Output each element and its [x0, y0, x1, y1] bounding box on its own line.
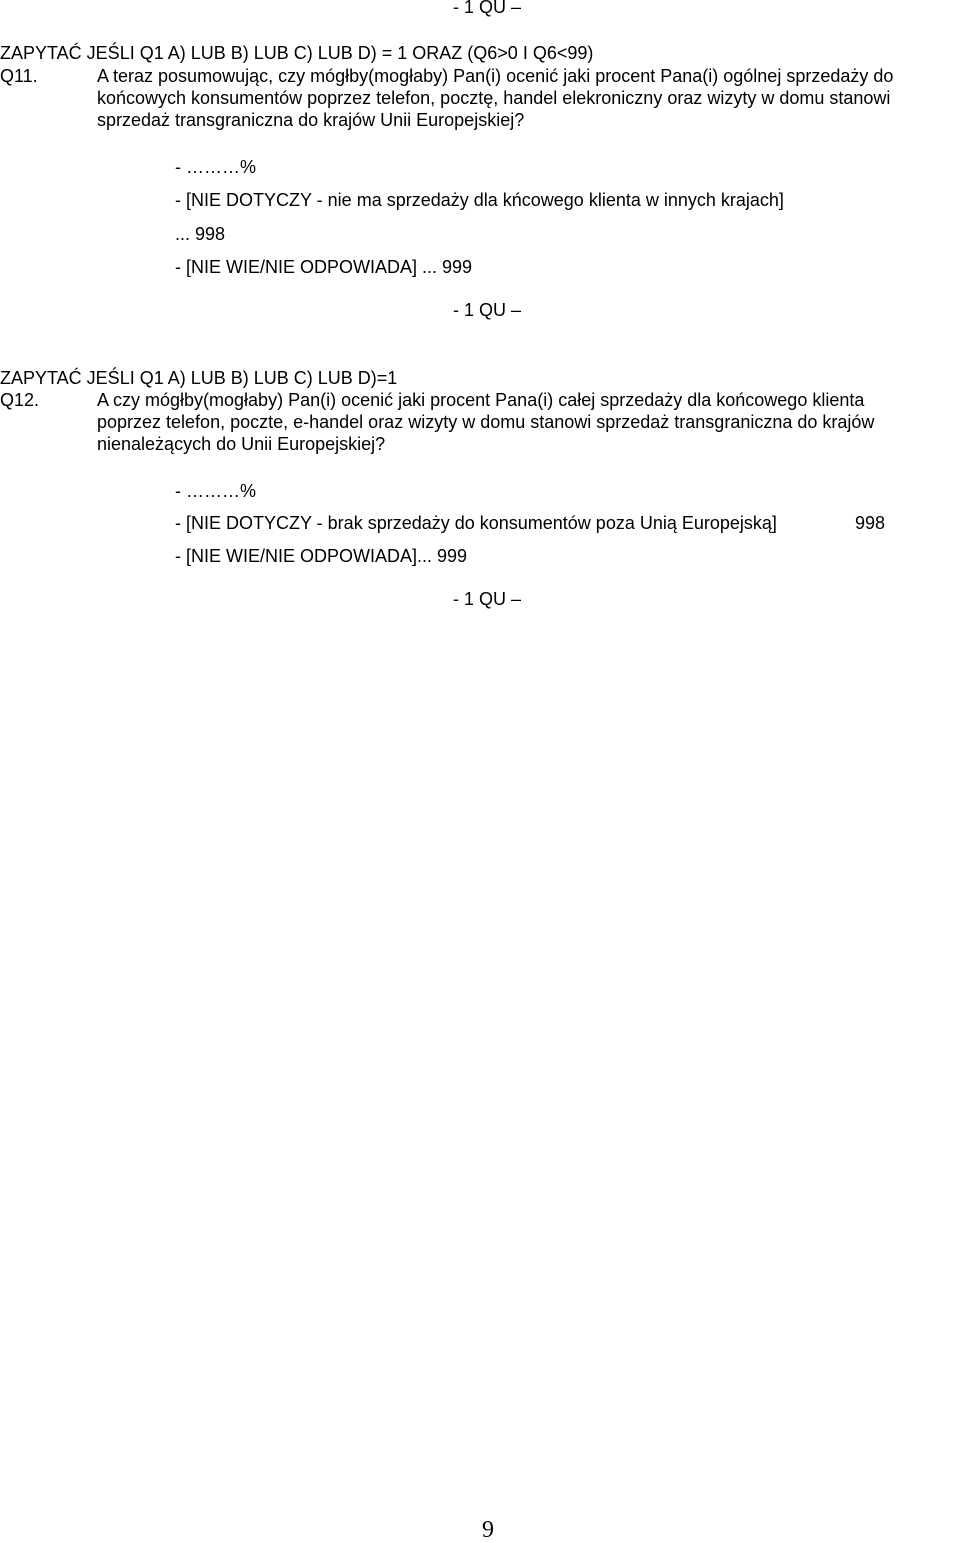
- page-number: 9: [482, 1517, 494, 1543]
- section-separator: - 1 QU –: [453, 300, 522, 320]
- q11-number: Q11.: [0, 66, 38, 86]
- q12-question-text: [97, 389, 947, 455]
- q11-question-text: [97, 65, 947, 131]
- q12-filter-instruction: ZAPYTAĆ JEŚLI Q1 A) LUB B) LUB C) LUB D)=1: [0, 368, 398, 388]
- q12-question: [0, 389, 960, 459]
- q11-option-not-applicable-code: ... 998: [175, 224, 226, 244]
- q11-percent-field[interactable]: - ………%: [175, 157, 256, 177]
- q12-question-line: nienależących do Unii Europejskiej?: [97, 434, 386, 454]
- q12-number: Q12.: [0, 390, 40, 410]
- q11-question-line: końcowych konsumentów poprzez telefon, pocztę, handel elekroniczny oraz wizyty w domu stanowi: [97, 88, 891, 108]
- q12-option-not-applicable-code: 998: [855, 513, 886, 533]
- q11-question: [0, 65, 960, 135]
- q12-percent-field[interactable]: - ………%: [175, 481, 256, 501]
- q11-question-line: A teraz posumowując, czy mógłby(mogłaby) Pan(i) ocenić jaki procent Pana(i) ogólnej sprzedaży do: [97, 66, 894, 86]
- q12-option-dont-know: - [NIE WIE/NIE ODPOWIADA]... 999: [175, 546, 468, 566]
- q12-question-line: A czy mógłby(mogłaby) Pan(i) ocenić jaki procent Pana(i) całej sprzedaży dla końcowego klienta: [97, 390, 865, 410]
- section-separator: - 1 QU –: [453, 589, 522, 609]
- q11-option-not-applicable: - [NIE DOTYCZY - nie ma sprzedaży dla kńcowego klienta w innych krajach]: [175, 190, 784, 210]
- q12-question-line: poprzez telefon, poczte, e-handel oraz wizyty w domu stanowi sprzedaż transgraniczna do krajów: [97, 412, 875, 432]
- section-separator: - 1 QU –: [453, 0, 522, 17]
- q12-option-not-applicable: - [NIE DOTYCZY - brak sprzedaży do konsumentów poza Unią Europejską]: [175, 513, 777, 533]
- q11-filter-instruction: ZAPYTAĆ JEŚLI Q1 A) LUB B) LUB C) LUB D) = 1 ORAZ (Q6>0 I Q6<99): [0, 43, 594, 63]
- q11-question-line: sprzedaż transgraniczna do krajów Unii Europejskiej?: [97, 110, 525, 130]
- q11-option-dont-know: - [NIE WIE/NIE ODPOWIADA] ... 999: [175, 257, 473, 277]
